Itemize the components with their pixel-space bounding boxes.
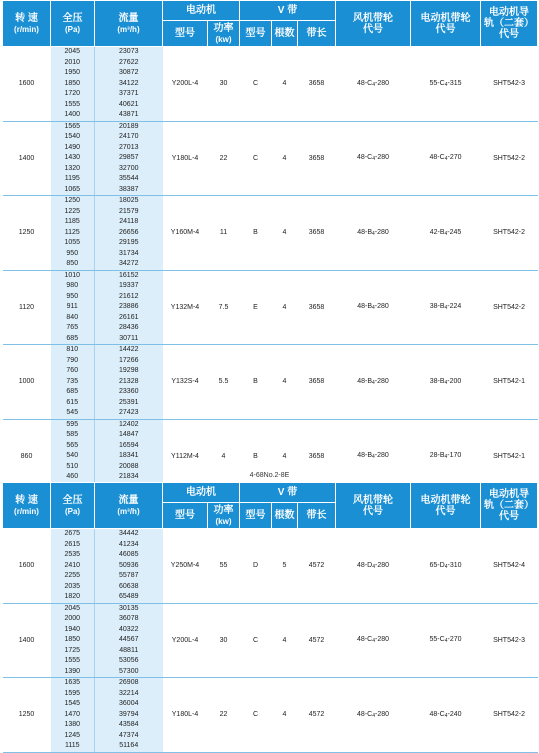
flow-value: 55787 (119, 572, 139, 579)
pressure-value: 1250 (64, 197, 81, 204)
fan-pulley-cell: $48-C_4-280$ (336, 121, 411, 196)
pressure-value: 545 (66, 409, 79, 416)
belt-length-cell: 3658 (298, 121, 336, 196)
pressure-value: 2045 (64, 48, 81, 55)
pressure-cell (51, 603, 95, 678)
pressure-cell (51, 47, 95, 122)
flow-value: 23886 (119, 303, 139, 310)
motor-pulley-cell: $55-C_4-270$ (411, 603, 481, 678)
motor-model-cell: Y180L-4 (163, 121, 208, 196)
header-model: 型号 (163, 21, 208, 47)
pressure-value: 1320 (64, 164, 81, 172)
pressure-value: 810 (66, 346, 79, 353)
speed-cell: 1600 (3, 529, 51, 604)
belt-length-cell: 4572 (298, 529, 336, 604)
motor-model-cell: Y250M-4 (163, 529, 208, 604)
motor-pulley-cell: $28-B_4-170$ (411, 419, 481, 494)
flow-value: 25391 (119, 398, 139, 406)
header-speed: 转 速 (r/min) (3, 1, 51, 47)
flow-value: 36004 (119, 700, 139, 707)
belt-length-cell: 4572 (298, 678, 336, 753)
motor-power-cell: 5.5 (208, 345, 240, 420)
header-flow: 流量 (m³/h) (95, 483, 163, 529)
pressure-value: 540 (66, 452, 79, 459)
flow-value: 27622 (119, 58, 139, 66)
flow-value: 30711 (119, 334, 139, 342)
motor-power-cell: 30 (208, 603, 240, 678)
pressure-value: 1940 (64, 625, 81, 633)
flow-value: 16152 (119, 271, 139, 279)
header-row (3, 1, 538, 21)
flow-value: 16594 (119, 441, 139, 449)
header-belt-model: 型号 (240, 503, 272, 529)
pressure-value: 1950 (64, 69, 81, 76)
flow-value: 36078 (119, 615, 139, 622)
belt-model-cell: D (240, 529, 272, 604)
motor-model-cell: Y132S-4 (163, 345, 208, 420)
motor-power-cell: 55 (208, 529, 240, 604)
pressure-value: 510 (66, 462, 79, 470)
pressure-value: 1115 (64, 742, 80, 749)
table-row (3, 529, 538, 604)
table-body (3, 529, 538, 753)
pressure-value: 460 (66, 473, 79, 480)
pressure-value: 950 (66, 292, 79, 300)
flow-value: 18341 (119, 452, 139, 459)
belt-count-cell: 4 (272, 196, 298, 271)
header-flow: 流量 (m³/h) (95, 1, 163, 47)
table-row (3, 345, 538, 420)
pressure-cell (51, 345, 95, 420)
motor-pulley-cell: $65-D_4-310$ (411, 529, 481, 604)
flow-value: 32700 (119, 164, 139, 172)
flow-value: 21328 (119, 377, 139, 385)
pressure-value: 2615 (64, 540, 81, 548)
pressure-value: 1725 (64, 646, 81, 654)
belt-model-cell: B (240, 345, 272, 420)
flow-value: 27423 (119, 409, 139, 416)
table-row (3, 121, 538, 196)
flow-cell (95, 603, 163, 678)
fan-pulley-cell: $48-B_4-280$ (336, 270, 411, 345)
pressure-value: 2035 (64, 582, 81, 590)
flow-cell (95, 121, 163, 196)
flow-value: 23073 (119, 48, 139, 55)
motor-pulley-cell: $42-B_4-245$ (411, 196, 481, 271)
header-pressure: 全压 (Pa) (51, 1, 95, 47)
flow-value: 53056 (119, 657, 139, 664)
pressure-value: 1635 (64, 679, 81, 686)
flow-value: 32214 (119, 689, 139, 697)
header-motor: 电动机 (163, 1, 240, 21)
flow-value: 27013 (119, 143, 139, 151)
header-belt-count: 根数 (272, 21, 298, 47)
flow-cell (95, 270, 163, 345)
flow-value: 34122 (119, 79, 139, 87)
flow-value: 19337 (119, 282, 139, 289)
flow-value: 57300 (119, 667, 139, 675)
header-motor-pulley: 电动机带轮 代号 (411, 1, 481, 47)
header-fan-pulley: 风机带轮 代号 (336, 483, 411, 529)
fan-pulley-cell: $48-C_4-280$ (336, 603, 411, 678)
pressure-value: 980 (66, 282, 79, 289)
speed-cell: 1400 (3, 603, 51, 678)
flow-value: 18025 (119, 197, 139, 204)
pressure-value: 685 (66, 334, 79, 342)
flow-cell (95, 345, 163, 420)
belt-model-cell: C (240, 603, 272, 678)
pressure-value: 1185 (64, 218, 80, 225)
pressure-value: 585 (66, 431, 79, 438)
pressure-value: 2410 (64, 561, 81, 569)
flow-value: 21612 (119, 292, 139, 300)
header-row (3, 483, 538, 503)
fan-spec-table-2 (2, 482, 538, 753)
flow-value: 37371 (119, 90, 139, 97)
flow-value: 21834 (119, 473, 139, 480)
pressure-value: 2535 (64, 551, 81, 558)
flow-value: 20088 (119, 462, 139, 470)
flow-value: 20189 (119, 122, 139, 130)
pressure-value: 1400 (64, 111, 81, 118)
rail-cell: SHT542-1 (481, 419, 538, 494)
pressure-value: 1470 (64, 710, 81, 718)
pressure-value: 735 (66, 377, 79, 385)
flow-value: 35544 (119, 175, 139, 182)
flow-value: 43584 (119, 721, 139, 728)
motor-pulley-cell: $48-C_4-270$ (411, 121, 481, 196)
rail-cell: SHT542-2 (481, 121, 538, 196)
pressure-value: 1555 (64, 100, 81, 108)
pressure-value: 685 (66, 388, 79, 395)
header-power: 功率 (kw) (208, 21, 240, 47)
pressure-cell (51, 270, 95, 345)
motor-pulley-cell: $38-B_4-224$ (411, 270, 481, 345)
flow-value: 28436 (119, 324, 139, 331)
pressure-value: 2255 (64, 572, 81, 579)
belt-model-cell: C (240, 121, 272, 196)
flow-value: 51164 (119, 742, 139, 749)
header-belt-length: 带长 (298, 21, 336, 47)
pressure-value: 1595 (64, 689, 81, 697)
motor-power-cell: 7.5 (208, 270, 240, 345)
motor-model-cell: Y160M-4 (163, 196, 208, 271)
motor-pulley-cell: $48-C_4-240$ (411, 678, 481, 753)
belt-count-cell: 4 (272, 121, 298, 196)
flow-value: 50936 (119, 561, 139, 569)
motor-model-cell: Y132M-4 (163, 270, 208, 345)
speed-cell: 1250 (3, 678, 51, 753)
flow-value: 43871 (119, 111, 139, 118)
fan-pulley-cell: $48-C_4-280$ (336, 678, 411, 753)
flow-value: 31734 (119, 249, 139, 257)
belt-model-cell: B (240, 419, 272, 494)
table-row (3, 603, 538, 678)
motor-power-cell: 22 (208, 121, 240, 196)
rail-cell: SHT542-3 (481, 603, 538, 678)
pressure-cell (51, 529, 95, 604)
flow-value: 30135 (119, 604, 139, 612)
speed-cell: 1250 (3, 196, 51, 271)
flow-value: 39794 (119, 710, 139, 718)
rail-cell: SHT542-1 (481, 345, 538, 420)
header-belt-count: 根数 (272, 503, 298, 529)
pressure-value: 1820 (64, 593, 81, 600)
pressure-value: 1850 (64, 79, 81, 87)
flow-value: 44567 (119, 636, 139, 643)
motor-power-cell: 30 (208, 47, 240, 122)
motor-power-cell: 22 (208, 678, 240, 753)
belt-length-cell: 3658 (298, 345, 336, 420)
speed-cell: 1400 (3, 121, 51, 196)
flow-value: 24170 (119, 133, 139, 140)
flow-cell (95, 678, 163, 753)
pressure-value: 1555 (64, 657, 81, 664)
speed-cell: 1600 (3, 47, 51, 122)
belt-count-cell: 4 (272, 419, 298, 494)
belt-model-cell: C (240, 47, 272, 122)
pressure-value: 1545 (64, 700, 81, 707)
header-fan-pulley: 风机带轮 代号 (336, 1, 411, 47)
table-row (3, 47, 538, 122)
header-vbelt: V 带 (240, 483, 336, 503)
pressure-value: 2000 (64, 615, 81, 622)
belt-count-cell: 4 (272, 270, 298, 345)
pressure-value: 1490 (64, 143, 81, 151)
table-caption: 4-68No.2-8E (249, 472, 290, 479)
belt-count-cell: 5 (272, 529, 298, 604)
flow-value: 40621 (119, 100, 139, 108)
fan-pulley-cell: $48-B_4-280$ (336, 345, 411, 420)
pressure-value: 1055 (64, 239, 81, 246)
header-pressure: 全压 (Pa) (51, 483, 95, 529)
speed-cell: 860 (3, 419, 51, 494)
flow-value: 30872 (119, 69, 139, 76)
belt-model-cell: C (240, 678, 272, 753)
motor-model-cell: Y200L-4 (163, 47, 208, 122)
pressure-value: 911 (66, 303, 78, 310)
flow-value: 24118 (119, 218, 139, 225)
header-power: 功率 (kw) (208, 503, 240, 529)
pressure-cell (51, 678, 95, 753)
header-rail: 电动机导 轨（二套） 代号 (481, 483, 538, 529)
flow-value: 17266 (119, 356, 139, 364)
flow-cell (95, 529, 163, 604)
header-vbelt: V 带 (240, 1, 336, 21)
motor-pulley-cell: $55-C_4-315$ (411, 47, 481, 122)
flow-value: 26161 (119, 313, 139, 321)
fan-spec-table-1 (2, 0, 538, 494)
pressure-value: 2675 (64, 530, 81, 537)
pressure-value: 765 (66, 324, 79, 331)
flow-value: 60638 (119, 582, 139, 590)
rail-cell: SHT542-4 (481, 529, 538, 604)
flow-value: 23360 (119, 388, 139, 395)
motor-power-cell: 4 (208, 419, 240, 494)
flow-value: 21579 (119, 207, 139, 215)
motor-model-cell: Y180L-4 (163, 678, 208, 753)
pressure-value: 950 (66, 249, 79, 257)
motor-model-cell: Y200L-4 (163, 603, 208, 678)
flow-value: 19298 (119, 367, 139, 374)
belt-length-cell: 4572 (298, 603, 336, 678)
header-model: 型号 (163, 503, 208, 529)
flow-value: 48811 (119, 646, 139, 654)
fan-pulley-cell: $48-B_4-280$ (336, 419, 411, 494)
header-rail: 电动机导 轨（二套） 代号 (481, 1, 538, 47)
belt-count-cell: 4 (272, 47, 298, 122)
pressure-value: 2045 (64, 604, 81, 612)
pressure-value: 790 (66, 356, 79, 364)
table-body (3, 47, 538, 494)
pressure-value: 1430 (64, 154, 81, 161)
flow-value: 34442 (119, 530, 139, 537)
pressure-value: 1245 (64, 731, 81, 739)
belt-count-cell: 4 (272, 345, 298, 420)
flow-value: 47374 (119, 731, 139, 739)
flow-cell (95, 47, 163, 122)
header-belt-model: 型号 (240, 21, 272, 47)
rail-cell: SHT542-2 (481, 270, 538, 345)
table-row (3, 196, 538, 271)
motor-model-cell: Y112M-4 (163, 419, 208, 494)
pressure-value: 1390 (64, 667, 81, 675)
flow-cell (95, 196, 163, 271)
pressure-value: 1225 (64, 207, 81, 215)
belt-length-cell: 3658 (298, 270, 336, 345)
flow-value: 34272 (119, 260, 139, 267)
belt-model-cell: E (240, 270, 272, 345)
belt-count-cell: 4 (272, 678, 298, 753)
belt-length-cell: 3658 (298, 47, 336, 122)
pressure-value: 615 (66, 398, 79, 406)
table-row (3, 270, 538, 345)
belt-count-cell: 4 (272, 603, 298, 678)
header-speed: 转 速 (r/min) (3, 483, 51, 529)
rail-cell: SHT542-2 (481, 678, 538, 753)
flow-value: 14422 (119, 346, 139, 353)
flow-value: 12402 (119, 420, 139, 428)
pressure-value: 2010 (64, 58, 81, 66)
pressure-cell (51, 121, 95, 196)
pressure-value: 1010 (64, 271, 81, 279)
pressure-value: 850 (66, 260, 79, 267)
flow-value: 26908 (119, 679, 139, 686)
motor-pulley-cell: $38-B_4-200$ (411, 345, 481, 420)
speed-cell: 1120 (3, 270, 51, 345)
rail-cell: SHT542-2 (481, 196, 538, 271)
table-row (3, 678, 538, 753)
rail-cell: SHT542-3 (481, 47, 538, 122)
flow-value: 46085 (119, 551, 139, 558)
flow-value: 29195 (119, 239, 139, 246)
flow-value: 26656 (119, 228, 139, 236)
pressure-value: 1565 (64, 122, 81, 130)
pressure-value: 595 (66, 420, 79, 428)
pressure-value: 1065 (64, 185, 81, 193)
belt-length-cell: 3658 (298, 419, 336, 494)
pressure-value: 760 (66, 367, 79, 374)
pressure-value: 565 (66, 441, 79, 449)
pressure-value: 1720 (64, 90, 81, 97)
flow-value: 40322 (119, 625, 139, 633)
header-belt-length: 带长 (298, 503, 336, 529)
fan-pulley-cell: $48-B_4-280$ (336, 196, 411, 271)
header-motor: 电动机 (163, 483, 240, 503)
fan-pulley-cell: $48-C_4-280$ (336, 47, 411, 122)
pressure-value: 1380 (64, 721, 81, 728)
flow-value: 41234 (119, 540, 139, 548)
flow-value: 65489 (119, 593, 139, 600)
pressure-value: 1540 (64, 133, 81, 140)
flow-value: 29857 (119, 154, 139, 161)
pressure-cell (51, 196, 95, 271)
belt-model-cell: B (240, 196, 272, 271)
pressure-value: 1850 (64, 636, 81, 643)
pressure-value: 1125 (64, 228, 80, 236)
speed-cell: 1000 (3, 345, 51, 420)
flow-value: 38387 (119, 185, 139, 193)
motor-power-cell: 11 (208, 196, 240, 271)
pressure-value: 840 (66, 313, 79, 321)
header-motor-pulley: 电动机带轮 代号 (411, 483, 481, 529)
fan-pulley-cell: $48-D_4-280$ (336, 529, 411, 604)
pressure-value: 1195 (64, 175, 80, 182)
belt-length-cell: 3658 (298, 196, 336, 271)
flow-value: 14847 (119, 431, 139, 438)
